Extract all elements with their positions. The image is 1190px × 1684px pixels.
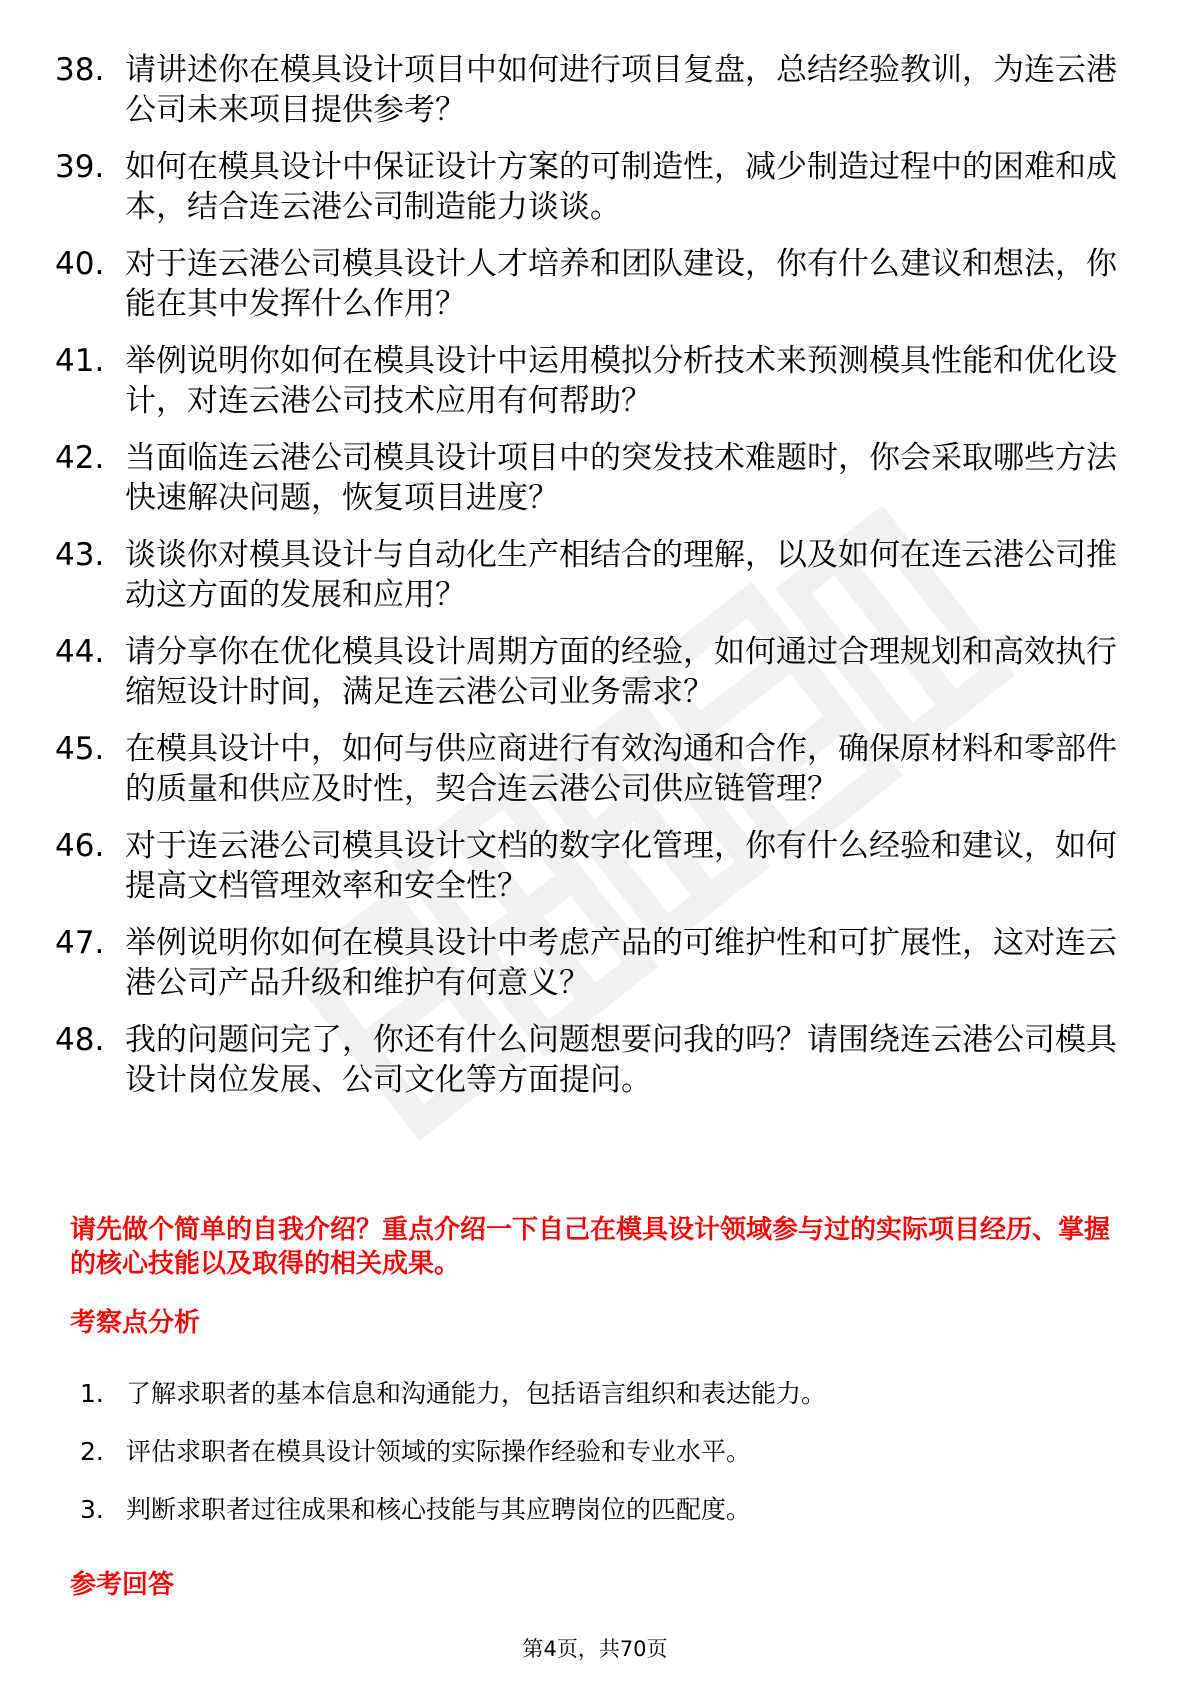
question-text: 请讲述你在模具设计项目中如何进行项目复盘，总结经验教训，为连云港公司未来项目提供参考？ <box>125 52 1117 128</box>
analysis-item <box>80 1494 1120 1526</box>
question-item <box>55 1020 1125 1100</box>
question-text: 举例说明你如何在模具设计中运用模拟分析技术来预测模具性能和优化设计，对连云港公司技术应用有何帮助？ <box>125 343 1117 419</box>
question-number: 46. <box>55 828 105 864</box>
analysis-number: 3. <box>80 1495 104 1524</box>
question-number: 48. <box>55 1022 105 1058</box>
analysis-number: 1. <box>80 1379 104 1408</box>
answer-heading: 参考回答 <box>70 1570 175 1600</box>
question-text: 对于连云港公司模具设计人才培养和团队建设，你有什么建议和想法，你能在其中发挥什么作用？ <box>125 246 1117 322</box>
question-text: 谈谈你对模具设计与自动化生产相结合的理解，以及如何在连云港公司推动这方面的发展和应用？ <box>125 537 1117 613</box>
question-text: 当面临连云港公司模具设计项目中的突发技术难题时，你会采取哪些方法快速解决问题，恢复项目进度？ <box>125 440 1117 516</box>
question-number: 45. <box>55 731 105 767</box>
interview-prompt: 请先做个简单的自我介绍？重点介绍一下自己在模具设计领域参与过的实际项目经历、掌握的核心技能以及取得的相关成果。 <box>70 1215 1111 1279</box>
analysis-heading: 考察点分析 <box>70 1308 201 1338</box>
question-item <box>55 729 1125 809</box>
analysis-text: 判断求职者过往成果和核心技能与其应聘岗位的匹配度。 <box>126 1495 752 1524</box>
question-item <box>55 147 1125 227</box>
question-number: 42. <box>55 440 105 476</box>
question-item <box>55 341 1125 421</box>
question-text: 在模具设计中，如何与供应商进行有效沟通和合作，确保原材料和零部件的质量和供应及时性，契合连云港公司供应链管理？ <box>125 731 1117 807</box>
question-number: 39. <box>55 149 105 185</box>
question-number: 40. <box>55 246 105 282</box>
question-item <box>55 244 1125 324</box>
question-number: 43. <box>55 537 105 573</box>
question-text: 我的问题问完了，你还有什么问题想要问我的吗？请围绕连云港公司模具设计岗位发展、公司文化等方面提问。 <box>125 1022 1117 1098</box>
question-number: 44. <box>55 634 105 670</box>
question-item <box>55 438 1125 518</box>
question-item <box>55 632 1125 712</box>
question-item <box>55 50 1125 130</box>
analysis-list <box>80 1378 1120 1552</box>
question-text: 请分享你在优化模具设计周期方面的经验，如何通过合理规划和高效执行缩短设计时间，满足连云港公司业务需求？ <box>125 634 1117 710</box>
question-item <box>55 826 1125 906</box>
question-text: 对于连云港公司模具设计文档的数字化管理，你有什么经验和建议，如何提高文档管理效率和安全性？ <box>125 828 1117 904</box>
question-list <box>55 50 1125 1117</box>
question-number: 41. <box>55 343 105 379</box>
analysis-text: 评估求职者在模具设计领域的实际操作经验和专业水平。 <box>126 1437 752 1466</box>
question-text: 举例说明你如何在模具设计中考虑产品的可维护性和可扩展性，这对连云港公司产品升级和维护有何意义？ <box>125 925 1117 1001</box>
question-number: 38. <box>55 52 105 88</box>
question-item <box>55 535 1125 615</box>
analysis-text: 了解求职者的基本信息和沟通能力，包括语言组织和表达能力。 <box>126 1379 827 1408</box>
page-footer: 第4页，共70页 <box>522 1637 668 1661</box>
question-number: 47. <box>55 925 105 961</box>
analysis-item <box>80 1436 1120 1468</box>
analysis-item <box>80 1378 1120 1410</box>
question-text: 如何在模具设计中保证设计方案的可制造性，减少制造过程中的困难和成本，结合连云港公司制造能力谈谈。 <box>125 149 1117 225</box>
question-item <box>55 923 1125 1003</box>
analysis-number: 2. <box>80 1437 104 1466</box>
